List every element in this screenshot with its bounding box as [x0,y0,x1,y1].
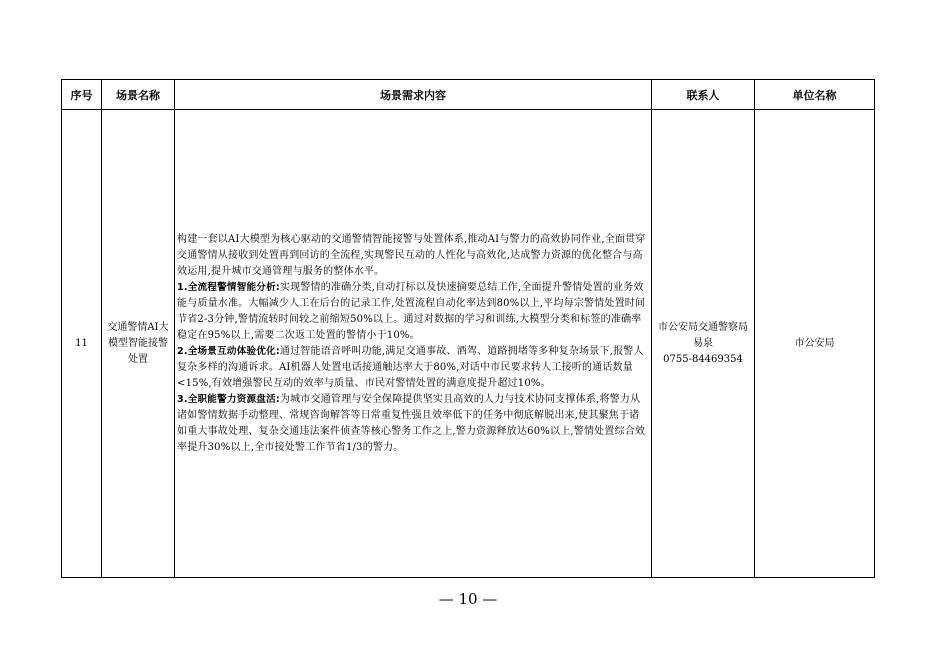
cell-index: 11 [62,110,102,578]
item-lead: 3.全职能警力资源盘活: [177,393,280,405]
header-unit: 单位名称 [755,80,875,110]
cell-requirement [175,110,652,578]
header-scene-name: 场景名称 [102,80,175,110]
item-lead: 1.全流程警情智能分析: [177,281,280,293]
contact-org: 市公安局交通警察局 [658,321,748,333]
scenario-table [61,79,875,578]
requirement-item [177,344,648,392]
cell-unit: 市公安局 [755,110,875,578]
table-row [62,110,875,578]
item-text: 实现警情的准确分类,自动打标以及快速摘要总结工作,全面提升警情处置的业务效能与质量水准。大幅减少人工在后台的记录工作,处置流程自动化率达到80%以上,平均每宗警情处置时间节省2-3分钟,警情流转时间较之前缩短50%以上。通过对数据的学习和训练,大模型分类和标签的准确率稳定在95%以上,需要二次返工处置的警情小于10%。 [177,281,646,341]
page-number: — 10 — [438,590,498,608]
table-header-row [62,80,875,110]
requirement-item [177,392,648,456]
cell-scene-name [102,110,175,578]
contact-phone: 0755-84469354 [663,353,743,365]
header-requirement: 场景需求内容 [175,80,652,110]
header-index: 序号 [62,80,102,110]
requirement-item [177,280,648,344]
header-contact: 联系人 [652,80,755,110]
scene-name-text: 交通警情AI大模型智能接警处置 [107,321,169,365]
item-text: 通过智能语音呼叫功能,满足交通事故、酒驾、道路拥堵等多种复杂场景下,报警人复杂多样的沟通诉求。AI机器人处置电话接通触达率大于80%,对话中市民要求转人工接听的通话数量<15%,有效增强警民互动的效率与质量、市民对警情处置的满意度提升超过10%。 [177,345,644,389]
cell-contact [652,110,755,578]
requirement-intro: 构建一套以AI大模型为核心驱动的交通警情智能接警与处置体系,推动AI与警力的高效协同作业,全面贯穿交通警情从接收到处置再到回访的全流程,实现警民互动的人性化与高效化,达成警力资源的优化整合与高效运用,提升城市交通管理与服务的整体水平。 [177,233,646,277]
item-text: 为城市交通管理与安全保障提供坚实且高效的人力与技术协同支撑体系,将警力从诸如警情数据手动整理、常规咨询解答等日常重复性强且效率低下的任务中彻底解脱出来,使其聚焦于诸如重大事故处理、复杂交通违法案件侦查等核心警务工作之上,警力资源释放达60%以上,警情处置综合效率提升30%以上,全市接处警工作节省1/3的警力。 [177,393,646,453]
item-lead: 2.全场景互动体验优化: [177,345,280,357]
contact-name: 易泉 [693,337,713,349]
